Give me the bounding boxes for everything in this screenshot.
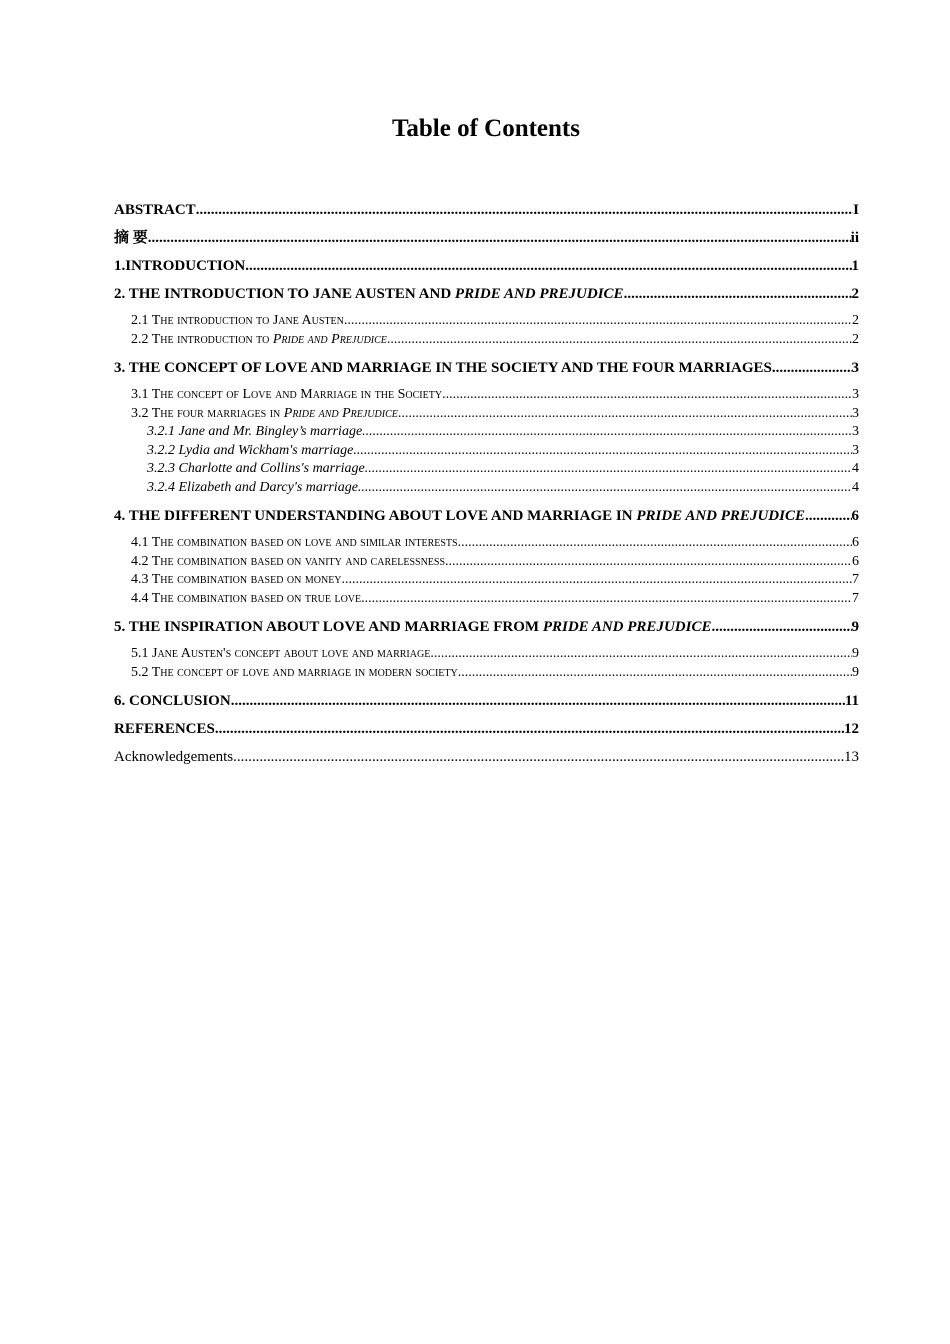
dot-leader <box>398 405 852 424</box>
toc-label: Acknowledgements <box>114 749 234 765</box>
toc-page-number: 2 <box>852 313 859 328</box>
toc-page-number: I <box>853 202 859 218</box>
toc-page-number: 4 <box>852 479 859 495</box>
toc-label: 3.2.3 Charlotte and Collins's marriage <box>147 461 365 476</box>
toc-entry-abstract[interactable] <box>114 200 859 220</box>
dot-leader <box>624 284 852 304</box>
toc-entry-section-2[interactable] <box>114 284 859 304</box>
toc-page-number: 6 <box>851 508 859 524</box>
toc-page-number: 2 <box>852 331 859 347</box>
toc-entry-section-4-3[interactable] <box>114 571 859 590</box>
page-title: Table of Contents <box>392 115 580 142</box>
dot-leader <box>196 200 853 220</box>
dot-leader <box>353 442 852 461</box>
toc-label-italic: PRIDE AND PREJUDICE <box>636 508 805 524</box>
dot-leader <box>358 479 852 498</box>
dot-leader <box>215 719 844 739</box>
toc-entry-section-3-2-1[interactable] <box>114 423 859 442</box>
toc-label-text: 3.2 The four marriages in <box>131 405 284 421</box>
dot-leader <box>148 228 851 248</box>
toc-label: 3.2.1 Jane and Mr. Bingley’s marriage <box>147 424 363 439</box>
toc-label-text: 4. THE DIFFERENT UNDERSTANDING ABOUT LOVE AND MARRIAGE IN <box>114 508 637 524</box>
toc-entry-section-3-2-3[interactable] <box>114 460 859 479</box>
toc-page-number: 6 <box>852 553 859 569</box>
toc-label <box>114 617 711 637</box>
toc-label <box>114 284 624 304</box>
toc-page-number: 6 <box>852 535 859 550</box>
dot-leader <box>430 645 852 664</box>
toc-label <box>131 331 387 350</box>
toc-entry-section-5-2[interactable] <box>114 664 859 683</box>
toc-page-number: 7 <box>852 572 859 587</box>
dot-leader <box>442 386 852 405</box>
toc-entry-section-4-1[interactable] <box>114 534 859 553</box>
dot-leader <box>365 460 852 479</box>
dot-leader <box>458 664 852 683</box>
toc-label: REFERENCES <box>114 721 215 737</box>
dot-leader <box>245 256 851 276</box>
toc-page-number: 13 <box>844 749 859 765</box>
toc-entry-section-5-1[interactable] <box>114 645 859 664</box>
toc-page-number: 3 <box>852 424 859 439</box>
toc-page-number: 3 <box>851 360 859 376</box>
toc-label: 3.2.4 Elizabeth and Darcy's marriage <box>147 479 358 495</box>
toc-label: 3.2.2 Lydia and Wickham's marriage <box>147 442 354 458</box>
toc-label: 1.INTRODUCTION <box>114 258 246 274</box>
toc-label-text: 2.2 The introduction to <box>131 331 273 347</box>
toc-label: 摘 要 <box>114 230 148 246</box>
toc-label: ABSTRACT <box>114 202 196 218</box>
toc-entry-references[interactable] <box>114 719 859 739</box>
toc-entry-section-3[interactable] <box>114 358 859 378</box>
toc-entry-section-4-4[interactable] <box>114 590 859 609</box>
toc-label-italic: PRIDE AND PREJUDICE <box>542 619 712 635</box>
toc-entry-acknowledgements[interactable] <box>114 747 859 767</box>
dot-leader <box>387 331 852 350</box>
dot-leader <box>711 617 851 637</box>
toc-page-number: 3 <box>852 387 859 402</box>
toc-page-number: 9 <box>852 664 859 680</box>
toc-label: 4.1 The combination based on love and similar interests <box>131 535 458 550</box>
toc-label: 3.1 The concept of Love and Marriage in the Society <box>131 387 443 402</box>
toc-page-number: 4 <box>852 461 859 476</box>
toc-label-text: 5. THE INSPIRATION ABOUT LOVE AND MARRIAGE FROM <box>114 619 543 635</box>
toc-entry-introduction[interactable] <box>114 256 859 276</box>
toc-page-number: 3 <box>852 405 859 421</box>
dot-leader <box>458 534 852 553</box>
toc-page-number: 7 <box>852 590 859 606</box>
toc-label: 4.2 The combination based on vanity and carelessness <box>131 553 446 569</box>
dot-leader <box>342 571 852 590</box>
toc-page-number: 12 <box>844 721 859 737</box>
toc-entry-conclusion[interactable] <box>114 691 859 711</box>
toc-label-italic: Pride and Prejudice <box>272 331 387 347</box>
dot-leader <box>233 747 844 767</box>
toc-entry-zhaiyao[interactable] <box>114 228 859 248</box>
toc-page-number: 9 <box>851 619 859 635</box>
toc-entry-section-3-1[interactable] <box>114 386 859 405</box>
toc-label: 5.1 Jane Austen's concept about love and marriage <box>131 646 431 661</box>
toc-label-text: 2. THE INTRODUCTION TO JANE AUSTEN AND <box>114 286 455 302</box>
dot-leader <box>805 506 852 526</box>
dot-leader <box>362 423 852 442</box>
toc-label: 2.1 The introduction to Jane Austen <box>131 313 344 328</box>
toc-entry-section-3-2-2[interactable] <box>114 442 859 461</box>
toc-label: 6. CONCLUSION <box>114 693 231 709</box>
toc-label: 4.4 The combination based on true love <box>131 590 362 606</box>
dot-leader <box>445 553 852 572</box>
toc-entry-section-3-2[interactable] <box>114 405 859 424</box>
toc-page-number: 9 <box>852 646 859 661</box>
toc-label: 3. THE CONCEPT OF LOVE AND MARRIAGE IN THE SOCIETY AND THE FOUR MARRIAGES <box>114 360 772 376</box>
table-of-contents <box>114 200 859 775</box>
toc-label: 5.2 The concept of love and marriage in modern society <box>131 664 458 680</box>
toc-label-italic: PRIDE AND PREJUDICE <box>454 286 624 302</box>
toc-label <box>114 506 805 526</box>
toc-page-number: 11 <box>844 693 859 709</box>
toc-entry-section-3-2-4[interactable] <box>114 479 859 498</box>
toc-entry-section-2-2[interactable] <box>114 331 859 350</box>
toc-entry-section-4-2[interactable] <box>114 553 859 572</box>
dot-leader <box>344 312 852 331</box>
toc-entry-section-4[interactable] <box>114 506 859 526</box>
dot-leader <box>231 691 845 711</box>
toc-page-number: ii <box>850 230 859 246</box>
toc-label: 4.3 The combination based on money <box>131 572 342 587</box>
toc-entry-section-5[interactable] <box>114 617 859 637</box>
dot-leader <box>361 590 852 609</box>
dot-leader <box>772 358 852 378</box>
toc-label-italic: Pride and Prejudice <box>283 405 398 421</box>
toc-label <box>131 405 398 424</box>
toc-page-number: 3 <box>852 442 859 458</box>
toc-entry-section-2-1[interactable] <box>114 312 859 331</box>
toc-page-number: 2 <box>851 286 859 302</box>
toc-page-number: 1 <box>851 258 859 274</box>
